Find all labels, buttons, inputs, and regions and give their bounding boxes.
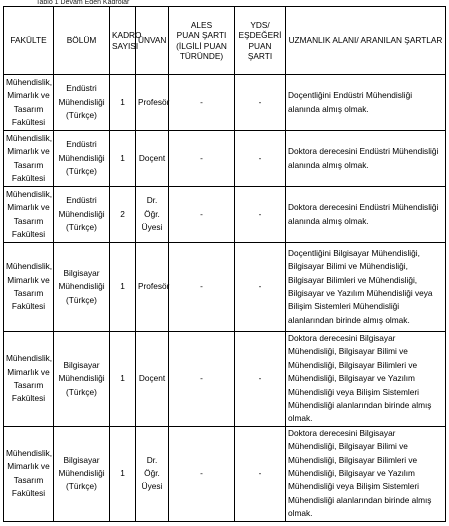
cell-department: Bilgisayar Mühendisliği (Türkçe) bbox=[54, 243, 110, 332]
cell-department: Endüstri Mühendisliği (Türkçe) bbox=[54, 131, 110, 187]
cell-title: Doçent bbox=[136, 332, 169, 427]
cell-count: 1 bbox=[110, 426, 136, 521]
cell-ales: - bbox=[169, 131, 235, 187]
cell-count: 1 bbox=[110, 332, 136, 427]
cell-yds: - bbox=[235, 131, 286, 187]
cell-ales: - bbox=[169, 243, 235, 332]
cell-requirements: Doktora derecesini Bilgisayar Mühendisliği, Bilgisayar Bilimi ve Mühendisliği, Bilgisayar Bilimleri ve Mühendisliği, Bilgisayar ve Yazılım Mühendisliği veya Bilişim Sistemleri Mühendisliği alanlarından birinde almış olmak. bbox=[286, 332, 446, 427]
cell-faculty: Mühendislik, Mimarlık ve Tasarım Fakültesi bbox=[4, 75, 54, 131]
table-row bbox=[4, 426, 446, 521]
header-requirements: UZMANLIK ALANI/ ARANILAN ŞARTLAR bbox=[286, 7, 446, 75]
cell-title: Doçent bbox=[136, 131, 169, 187]
cell-faculty: Mühendislik, Mimarlık ve Tasarım Fakültesi bbox=[4, 243, 54, 332]
cell-yds: - bbox=[235, 243, 286, 332]
cell-ales: - bbox=[169, 75, 235, 131]
header-yds: YDS/ EŞDEĞERİ PUAN ŞARTI bbox=[235, 7, 286, 75]
header-row bbox=[4, 7, 446, 75]
cell-requirements: Doktora derecesini Endüstri Mühendisliği alanında almış olmak. bbox=[286, 187, 446, 243]
cell-ales: - bbox=[169, 426, 235, 521]
header-title: ÜNVAN bbox=[136, 7, 169, 75]
table-row bbox=[4, 131, 446, 187]
cell-faculty: Mühendislik, Mimarlık ve Tasarım Fakültesi bbox=[4, 131, 54, 187]
header-faculty: FAKÜLTE bbox=[4, 7, 54, 75]
cell-title: Profesör bbox=[136, 75, 169, 131]
cell-yds: - bbox=[235, 75, 286, 131]
table-row bbox=[4, 332, 446, 427]
cell-requirements: Doçentliğini Bilgisayar Mühendisliği, Bilgisayar Bilimi ve Mühendisliği, Bilgisayar Bilimleri ve Mühendisliği, Bilgisayar ve Yazılım Mühendisliği veya Bilişim Sistemleri Mühendisliği alanlarından birinde almış olmak. bbox=[286, 243, 446, 332]
cell-requirements: Doçentliğini Endüstri Mühendisliği alanında almış olmak. bbox=[286, 75, 446, 131]
cell-ales: - bbox=[169, 332, 235, 427]
cell-title: Dr. Öğr. Üyesi bbox=[136, 187, 169, 243]
positions-table bbox=[3, 6, 446, 522]
table-row bbox=[4, 187, 446, 243]
cell-department: Endüstri Mühendisliği (Türkçe) bbox=[54, 187, 110, 243]
cell-ales: - bbox=[169, 187, 235, 243]
cell-requirements: Doktora derecesini Bilgisayar Mühendisliği, Bilgisayar Bilimi ve Mühendisliği, Bilgisayar Bilimleri ve Mühendisliği, Bilgisayar ve Yazılım Mühendisliği veya Bilişim Sistemleri Mühendisliği alanlarından birinde almış olmak. bbox=[286, 426, 446, 521]
cell-yds: - bbox=[235, 187, 286, 243]
cell-count: 2 bbox=[110, 187, 136, 243]
table-row bbox=[4, 75, 446, 131]
cell-department: Bilgisayar Mühendisliği (Türkçe) bbox=[54, 426, 110, 521]
cell-department: Endüstri Mühendisliği (Türkçe) bbox=[54, 75, 110, 131]
table-row bbox=[4, 243, 446, 332]
header-count: KADRO SAYISI bbox=[110, 7, 136, 75]
cell-faculty: Mühendislik, Mimarlık ve Tasarım Fakültesi bbox=[4, 426, 54, 521]
cell-yds: - bbox=[235, 426, 286, 521]
cell-count: 1 bbox=[110, 243, 136, 332]
cell-faculty: Mühendislik, Mimarlık ve Tasarım Fakültesi bbox=[4, 187, 54, 243]
header-department: BÖLÜM bbox=[54, 7, 110, 75]
cell-yds: - bbox=[235, 332, 286, 427]
header-ales: ALES PUAN ŞARTI (İLGİLİ PUAN TÜRÜNDE) bbox=[169, 7, 235, 75]
cell-title: Profesör bbox=[136, 243, 169, 332]
cell-requirements: Doktora derecesini Endüstri Mühendisliği alanında almış olmak. bbox=[286, 131, 446, 187]
cell-count: 1 bbox=[110, 75, 136, 131]
cell-faculty: Mühendislik, Mimarlık ve Tasarım Fakültesi bbox=[4, 332, 54, 427]
cell-department: Bilgisayar Mühendisliği (Türkçe) bbox=[54, 332, 110, 427]
cell-count: 1 bbox=[110, 131, 136, 187]
cell-title: Dr. Öğr. Üyesi bbox=[136, 426, 169, 521]
top-cropped-text: Tablo 1 Devam Eden Kadrolar bbox=[36, 0, 130, 6]
